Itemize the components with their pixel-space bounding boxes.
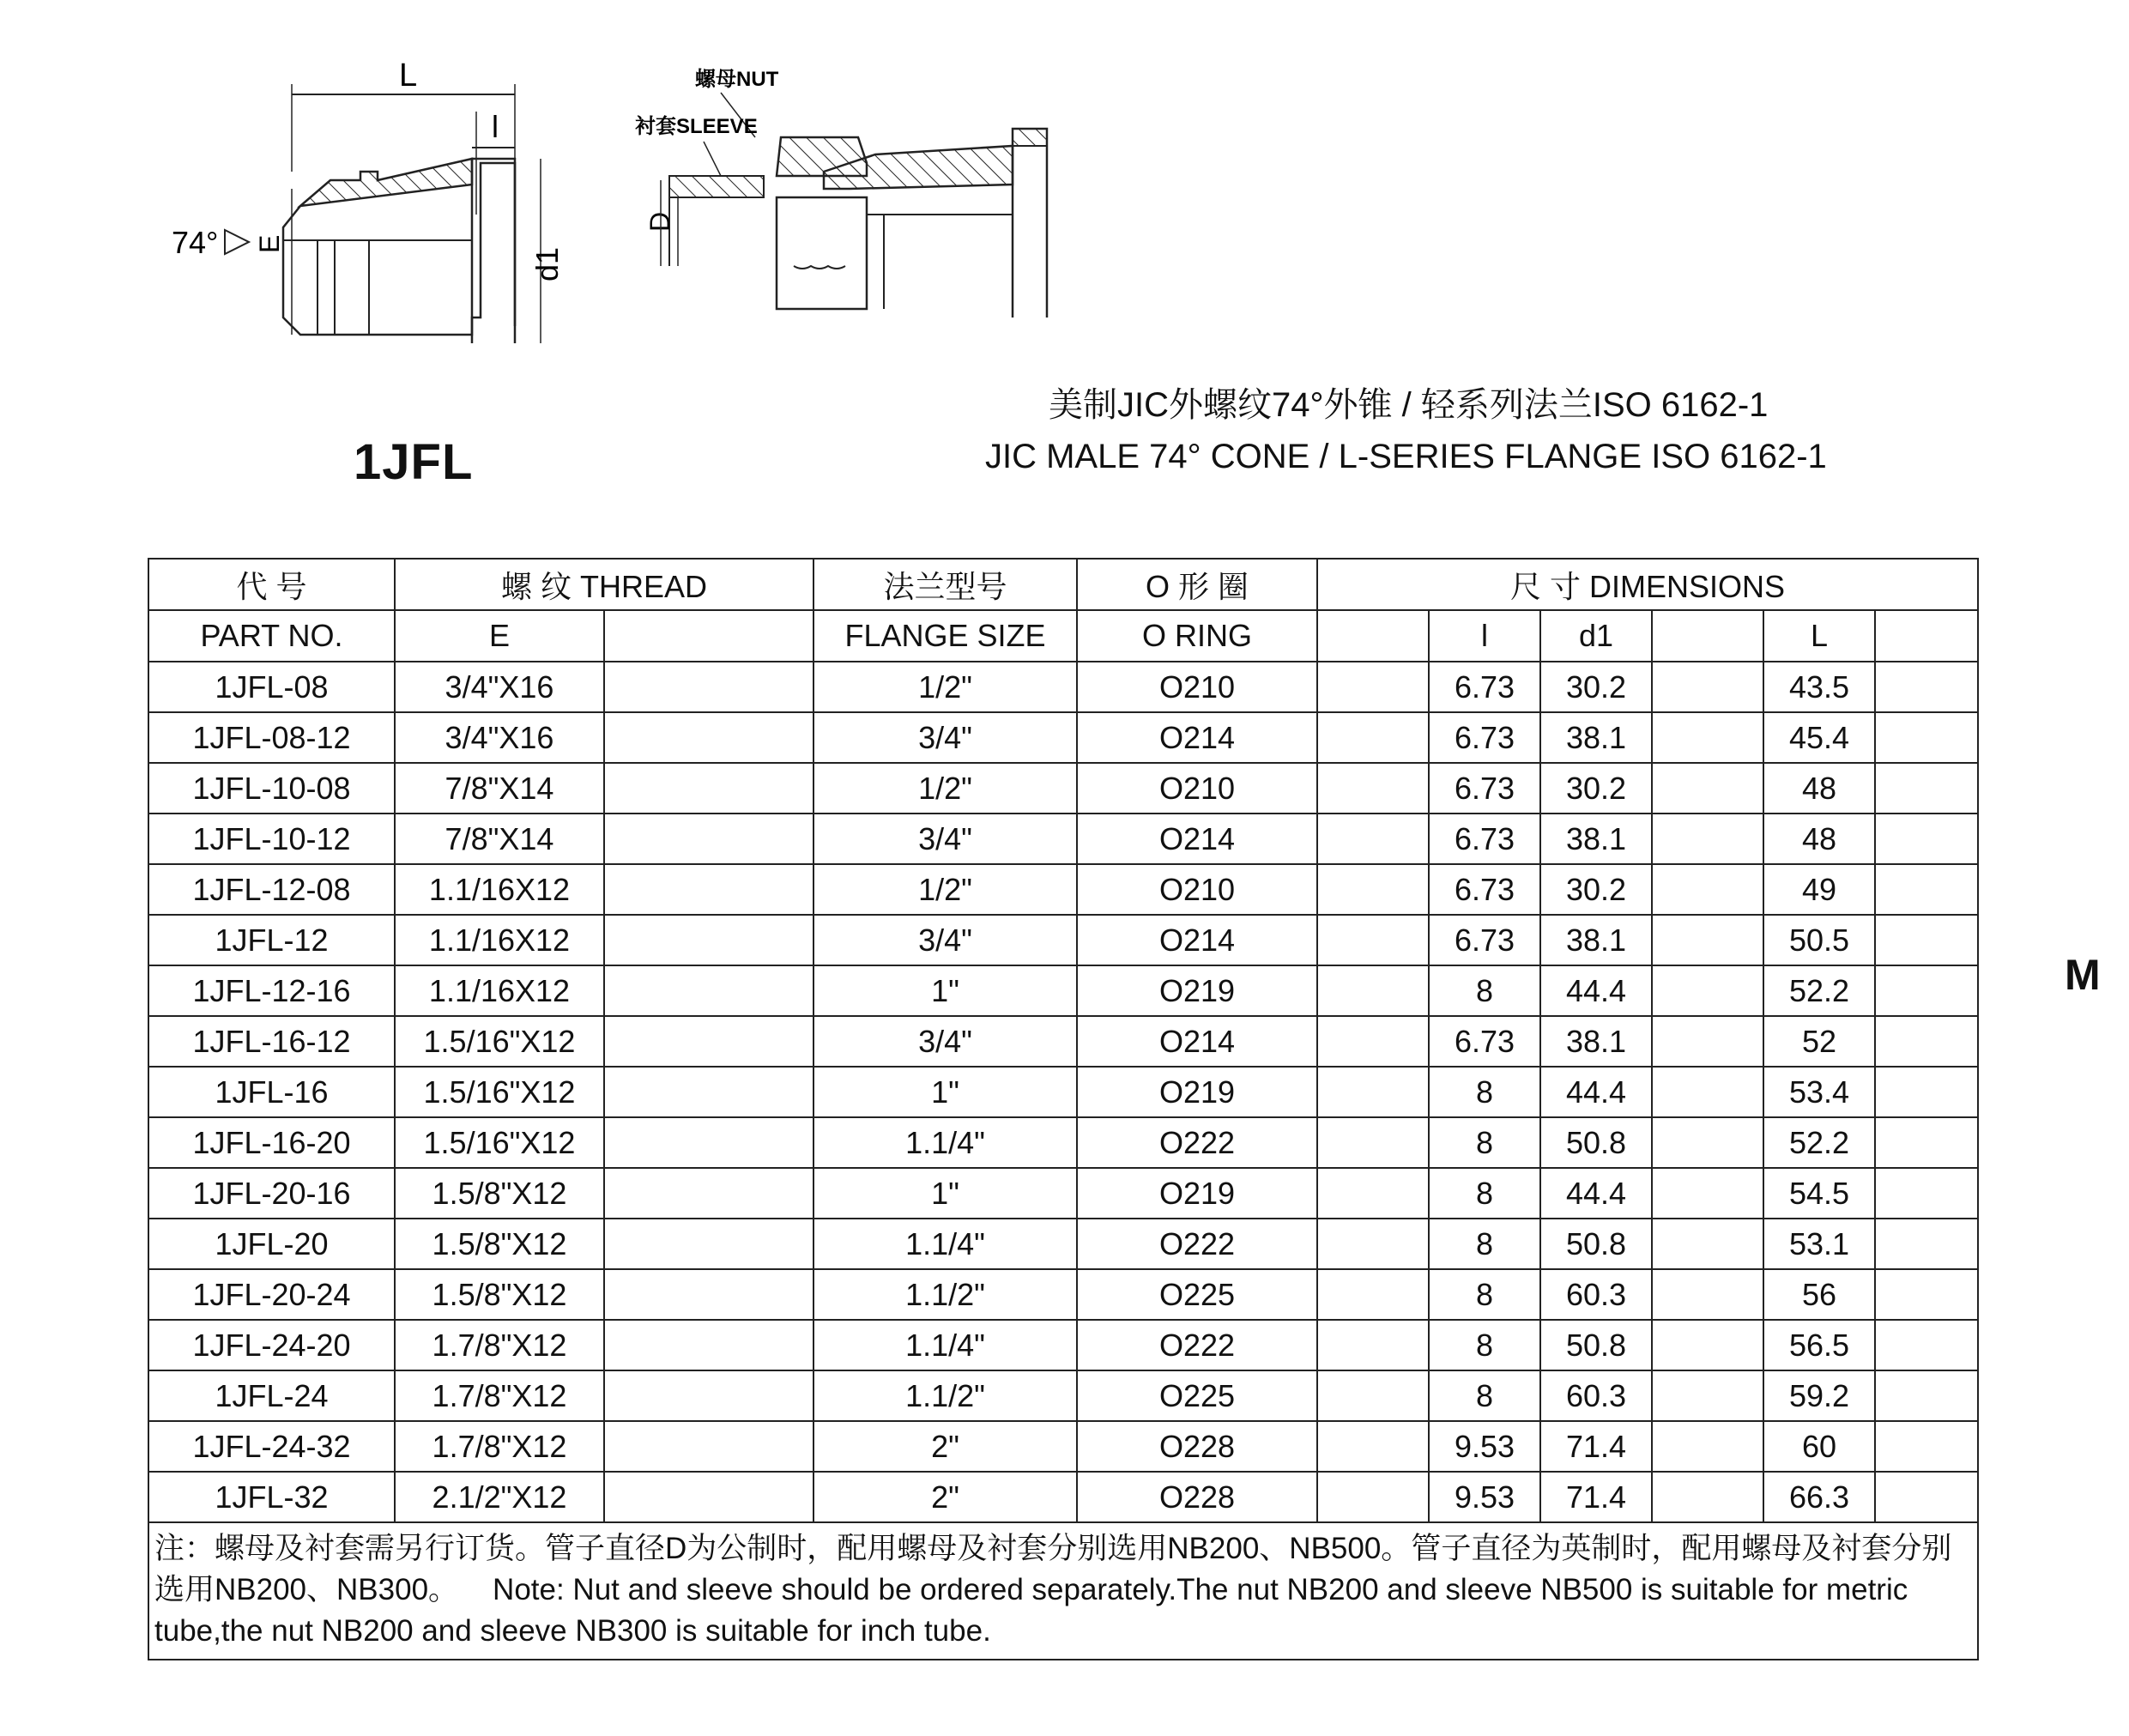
cell-thread-e: 1.1/16X12 <box>395 965 604 1016</box>
cell-o-ring: O228 <box>1077 1421 1317 1472</box>
cell-dim-d1: 38.1 <box>1540 814 1652 864</box>
cell-dim-blank <box>1875 814 1978 864</box>
cell-dim-l: 8 <box>1429 1370 1540 1421</box>
cell-part-no: 1JFL-16-12 <box>148 1016 395 1067</box>
cell-thread-e: 1.1/16X12 <box>395 864 604 915</box>
cell-dim-l: 6.73 <box>1429 1016 1540 1067</box>
cell-dim-d1: 44.4 <box>1540 1067 1652 1117</box>
cell-dim-blank <box>1317 1067 1429 1117</box>
cell-thread-blank <box>604 1370 813 1421</box>
cell-dim-blank <box>1652 864 1763 915</box>
cell-dim-blank <box>1652 662 1763 712</box>
cell-part-no: 1JFL-24-32 <box>148 1421 395 1472</box>
cell-dim-l: 6.73 <box>1429 662 1540 712</box>
cell-part-no: 1JFL-20-16 <box>148 1168 395 1219</box>
cell-thread-e: 7/8"X14 <box>395 814 604 864</box>
cell-dim-blank <box>1652 763 1763 814</box>
cell-dim-blank <box>1875 1370 1978 1421</box>
cell-part-no: 1JFL-20 <box>148 1219 395 1269</box>
cell-dim-blank <box>1317 712 1429 763</box>
cell-flange-size: 1.1/4" <box>813 1320 1077 1370</box>
cell-o-ring: O228 <box>1077 1472 1317 1522</box>
cell-thread-e: 1.5/16"X12 <box>395 1016 604 1067</box>
cell-part-no: 1JFL-12-08 <box>148 864 395 915</box>
cell-thread-e: 2.1/2"X12 <box>395 1472 604 1522</box>
cell-o-ring: O210 <box>1077 763 1317 814</box>
table-row <box>148 1219 1978 1269</box>
cell-dim-L: 53.4 <box>1763 1067 1875 1117</box>
angle-label: 74° <box>172 225 219 260</box>
cell-flange-size: 1.1/2" <box>813 1370 1077 1421</box>
cell-thread-blank <box>604 1421 813 1472</box>
cell-thread-blank <box>604 1219 813 1269</box>
cell-dim-L: 43.5 <box>1763 662 1875 712</box>
cell-flange-size: 3/4" <box>813 712 1077 763</box>
cell-dim-blank <box>1317 1219 1429 1269</box>
table-row <box>148 1067 1978 1117</box>
spec-table <box>148 558 1979 1660</box>
dim-D-label: D <box>644 211 675 232</box>
cell-flange-size: 3/4" <box>813 1016 1077 1067</box>
cell-dim-d1: 30.2 <box>1540 763 1652 814</box>
cell-part-no: 1JFL-24-20 <box>148 1320 395 1370</box>
dim-l-label: l <box>492 109 499 144</box>
nut-label: 螺母NUT <box>695 68 779 91</box>
fitting-section-drawing <box>154 60 601 343</box>
cell-dim-L: 50.5 <box>1763 915 1875 965</box>
table-body <box>148 662 1978 1522</box>
cell-dim-l: 9.53 <box>1429 1472 1540 1522</box>
cell-dim-blank <box>1652 1421 1763 1472</box>
cell-dim-d1: 44.4 <box>1540 1168 1652 1219</box>
cell-dim-L: 48 <box>1763 763 1875 814</box>
cell-o-ring: O225 <box>1077 1370 1317 1421</box>
cell-dim-l: 8 <box>1429 1168 1540 1219</box>
cell-thread-blank <box>604 1016 813 1067</box>
cell-dim-blank <box>1875 662 1978 712</box>
cell-o-ring: O214 <box>1077 915 1317 965</box>
cell-dim-blank <box>1652 1269 1763 1320</box>
cell-dim-l: 8 <box>1429 1269 1540 1320</box>
cell-dim-blank <box>1317 1472 1429 1522</box>
cell-dim-l: 6.73 <box>1429 712 1540 763</box>
cell-dim-L: 48 <box>1763 814 1875 864</box>
header-blank <box>1317 610 1429 662</box>
cell-dim-L: 45.4 <box>1763 712 1875 763</box>
table-row <box>148 1117 1978 1168</box>
cell-thread-e: 1.5/8"X12 <box>395 1269 604 1320</box>
cell-flange-size: 1/2" <box>813 763 1077 814</box>
table-row <box>148 763 1978 814</box>
cell-dim-blank <box>1317 965 1429 1016</box>
cell-dim-blank <box>1317 662 1429 712</box>
cell-dim-L: 60 <box>1763 1421 1875 1472</box>
cell-dim-blank <box>1875 763 1978 814</box>
cell-dim-l: 8 <box>1429 1067 1540 1117</box>
title-english: JIC MALE 74° CONE / L-SERIES FLANGE ISO 6162-1 <box>985 438 1827 475</box>
cell-thread-blank <box>604 864 813 915</box>
table-row <box>148 864 1978 915</box>
header-l-small: l <box>1429 610 1540 662</box>
cell-part-no: 1JFL-12 <box>148 915 395 965</box>
cell-dim-L: 56 <box>1763 1269 1875 1320</box>
cell-dim-blank <box>1317 763 1429 814</box>
dim-E-label: E <box>254 234 285 253</box>
cell-thread-blank <box>604 662 813 712</box>
cell-dim-l: 8 <box>1429 1320 1540 1370</box>
cell-dim-blank <box>1317 1168 1429 1219</box>
table-row <box>148 1016 1978 1067</box>
cell-dim-l: 8 <box>1429 965 1540 1016</box>
cell-flange-size: 1.1/4" <box>813 1117 1077 1168</box>
cell-dim-l: 8 <box>1429 1117 1540 1168</box>
cell-flange-size: 3/4" <box>813 814 1077 864</box>
header-flange-cn: 法兰型号 <box>813 559 1077 610</box>
table-row <box>148 965 1978 1016</box>
cell-dim-d1: 60.3 <box>1540 1370 1652 1421</box>
table-row <box>148 1320 1978 1370</box>
cell-thread-blank <box>604 1269 813 1320</box>
cell-dim-blank <box>1875 1219 1978 1269</box>
header-blank <box>1875 610 1978 662</box>
cell-dim-blank <box>1652 1117 1763 1168</box>
header-part-cn: 代 号 <box>148 559 395 610</box>
cell-dim-blank <box>1317 1421 1429 1472</box>
cell-part-no: 1JFL-08 <box>148 662 395 712</box>
header-e: E <box>395 610 604 662</box>
table-row <box>148 915 1978 965</box>
cell-dim-L: 52.2 <box>1763 1117 1875 1168</box>
dim-L-label: L <box>399 60 418 94</box>
table-row <box>148 1168 1978 1219</box>
cell-dim-d1: 50.8 <box>1540 1320 1652 1370</box>
cell-dim-blank <box>1652 1016 1763 1067</box>
note-cell <box>148 1522 1978 1660</box>
cell-thread-blank <box>604 1117 813 1168</box>
cell-o-ring: O214 <box>1077 1016 1317 1067</box>
cell-dim-blank <box>1875 1472 1978 1522</box>
header-d1: d1 <box>1540 610 1652 662</box>
cell-dim-blank <box>1652 965 1763 1016</box>
cell-dim-L: 66.3 <box>1763 1472 1875 1522</box>
cell-dim-d1: 71.4 <box>1540 1472 1652 1522</box>
cell-dim-blank <box>1652 1320 1763 1370</box>
cell-dim-blank <box>1875 965 1978 1016</box>
cell-thread-e: 1.7/8"X12 <box>395 1320 604 1370</box>
cell-dim-d1: 50.8 <box>1540 1219 1652 1269</box>
cell-dim-l: 6.73 <box>1429 814 1540 864</box>
cell-thread-e: 1.5/16"X12 <box>395 1117 604 1168</box>
table-row <box>148 712 1978 763</box>
header-blank <box>1652 610 1763 662</box>
cell-flange-size: 1" <box>813 965 1077 1016</box>
cell-dim-blank <box>1652 1472 1763 1522</box>
cell-part-no: 1JFL-12-16 <box>148 965 395 1016</box>
cell-dim-d1: 30.2 <box>1540 864 1652 915</box>
cell-flange-size: 1/2" <box>813 662 1077 712</box>
cell-thread-e: 1.7/8"X12 <box>395 1421 604 1472</box>
cell-dim-blank <box>1317 1016 1429 1067</box>
cell-flange-size: 1" <box>813 1168 1077 1219</box>
cell-dim-blank <box>1652 1219 1763 1269</box>
cell-part-no: 1JFL-10-08 <box>148 763 395 814</box>
cell-part-no: 1JFL-32 <box>148 1472 395 1522</box>
cell-dim-blank <box>1652 1168 1763 1219</box>
assembly-section-drawing <box>626 60 1073 318</box>
cell-dim-l: 9.53 <box>1429 1421 1540 1472</box>
cell-o-ring: O210 <box>1077 662 1317 712</box>
cell-o-ring: O214 <box>1077 712 1317 763</box>
table-row <box>148 814 1978 864</box>
cell-o-ring: O219 <box>1077 965 1317 1016</box>
cell-dim-L: 49 <box>1763 864 1875 915</box>
header-oring-en: O RING <box>1077 610 1317 662</box>
cell-dim-d1: 50.8 <box>1540 1117 1652 1168</box>
cell-flange-size: 2" <box>813 1472 1077 1522</box>
cell-dim-blank <box>1875 1117 1978 1168</box>
cell-thread-e: 1.5/8"X12 <box>395 1168 604 1219</box>
cell-part-no: 1JFL-16 <box>148 1067 395 1117</box>
cell-flange-size: 1/2" <box>813 864 1077 915</box>
cell-dim-d1: 60.3 <box>1540 1269 1652 1320</box>
cell-dim-blank <box>1317 814 1429 864</box>
cell-dim-blank <box>1875 915 1978 965</box>
cell-dim-blank <box>1875 864 1978 915</box>
cell-part-no: 1JFL-20-24 <box>148 1269 395 1320</box>
cell-flange-size: 3/4" <box>813 915 1077 965</box>
cell-thread-blank <box>604 763 813 814</box>
cell-thread-blank <box>604 1168 813 1219</box>
cell-o-ring: O214 <box>1077 814 1317 864</box>
title-chinese: 美制JIC外螺纹74°外锥 / 轻系列法兰ISO 6162-1 <box>1049 386 1769 424</box>
cell-thread-e: 1.5/8"X12 <box>395 1219 604 1269</box>
cell-thread-e: 1.5/16"X12 <box>395 1067 604 1117</box>
cell-thread-e: 7/8"X14 <box>395 763 604 814</box>
cell-dim-l: 6.73 <box>1429 864 1540 915</box>
table-row <box>148 1370 1978 1421</box>
cell-dim-blank <box>1875 1168 1978 1219</box>
cell-dim-l: 6.73 <box>1429 763 1540 814</box>
dim-d1-label: d1 <box>529 246 565 281</box>
cell-dim-blank <box>1652 1067 1763 1117</box>
cell-dim-d1: 38.1 <box>1540 1016 1652 1067</box>
header-blank <box>604 610 813 662</box>
cell-dim-L: 56.5 <box>1763 1320 1875 1370</box>
header-oring-cn: O 形 圈 <box>1077 559 1317 610</box>
table-row <box>148 662 1978 712</box>
table-row <box>148 1269 1978 1320</box>
cell-flange-size: 2" <box>813 1421 1077 1472</box>
note-english: Note: Nut and sleeve should be ordered separately.The nut NB200 and sleeve NB500 is suitable for metric tube,the nut NB200 and sleeve NB300 is suitable for inch tube. <box>154 1573 1908 1648</box>
cell-dim-blank <box>1875 1421 1978 1472</box>
cell-dim-blank <box>1875 712 1978 763</box>
cell-thread-blank <box>604 1320 813 1370</box>
cell-dim-blank <box>1317 1117 1429 1168</box>
cell-part-no: 1JFL-08-12 <box>148 712 395 763</box>
cell-dim-L: 59.2 <box>1763 1370 1875 1421</box>
cell-thread-blank <box>604 814 813 864</box>
cell-thread-blank <box>604 1067 813 1117</box>
cell-dim-d1: 71.4 <box>1540 1421 1652 1472</box>
cell-thread-blank <box>604 1472 813 1522</box>
cell-dim-l: 6.73 <box>1429 915 1540 965</box>
section-letter: M <box>2065 951 2101 999</box>
cell-part-no: 1JFL-10-12 <box>148 814 395 864</box>
header-flange-en: FLANGE SIZE <box>813 610 1077 662</box>
cell-thread-e: 3/4"X16 <box>395 662 604 712</box>
header-L: L <box>1763 610 1875 662</box>
cell-dim-d1: 38.1 <box>1540 712 1652 763</box>
model-code: 1JFL <box>354 434 474 490</box>
header-dimensions: 尺 寸 DIMENSIONS <box>1317 559 1978 610</box>
cell-dim-blank <box>1652 915 1763 965</box>
cell-part-no: 1JFL-24 <box>148 1370 395 1421</box>
cell-thread-e: 3/4"X16 <box>395 712 604 763</box>
note-chinese: 注：螺母及衬套需另行订货。管子直径D为公制时，配用螺母及衬套分别选用NB200、NB500。管子直径为英制时，配用螺母及衬套分别选用NB200、NB300。 <box>154 1532 1952 1606</box>
cell-o-ring: O219 <box>1077 1067 1317 1117</box>
cell-o-ring: O225 <box>1077 1269 1317 1320</box>
table-row <box>148 1472 1978 1522</box>
cell-dim-blank <box>1652 712 1763 763</box>
cell-flange-size: 1.1/4" <box>813 1219 1077 1269</box>
cell-dim-blank <box>1317 864 1429 915</box>
cell-thread-blank <box>604 915 813 965</box>
cell-dim-blank <box>1875 1269 1978 1320</box>
cell-dim-L: 53.1 <box>1763 1219 1875 1269</box>
cell-part-no: 1JFL-16-20 <box>148 1117 395 1168</box>
cell-o-ring: O222 <box>1077 1320 1317 1370</box>
cell-o-ring: O219 <box>1077 1168 1317 1219</box>
cell-o-ring: O222 <box>1077 1219 1317 1269</box>
cell-thread-e: 1.7/8"X12 <box>395 1370 604 1421</box>
cell-dim-L: 52.2 <box>1763 965 1875 1016</box>
cell-dim-blank <box>1875 1016 1978 1067</box>
cell-dim-blank <box>1652 1370 1763 1421</box>
cell-flange-size: 1.1/2" <box>813 1269 1077 1320</box>
cell-thread-blank <box>604 712 813 763</box>
cell-dim-blank <box>1317 1370 1429 1421</box>
cell-dim-blank <box>1875 1067 1978 1117</box>
cell-o-ring: O222 <box>1077 1117 1317 1168</box>
cell-dim-L: 54.5 <box>1763 1168 1875 1219</box>
cell-dim-l: 8 <box>1429 1219 1540 1269</box>
cell-dim-blank <box>1317 915 1429 965</box>
cell-dim-blank <box>1317 1269 1429 1320</box>
sleeve-label: 衬套SLEEVE <box>635 115 758 138</box>
cell-o-ring: O210 <box>1077 864 1317 915</box>
cell-thread-e: 1.1/16X12 <box>395 915 604 965</box>
cell-flange-size: 1" <box>813 1067 1077 1117</box>
cell-thread-blank <box>604 965 813 1016</box>
cell-dim-d1: 30.2 <box>1540 662 1652 712</box>
cell-dim-blank <box>1652 814 1763 864</box>
table-row <box>148 1421 1978 1472</box>
cell-dim-blank <box>1317 1320 1429 1370</box>
header-part-en: PART NO. <box>148 610 395 662</box>
header-thread: 螺 纹 THREAD <box>395 559 813 610</box>
cell-dim-blank <box>1875 1320 1978 1370</box>
cell-dim-L: 52 <box>1763 1016 1875 1067</box>
cell-dim-d1: 44.4 <box>1540 965 1652 1016</box>
cell-dim-d1: 38.1 <box>1540 915 1652 965</box>
